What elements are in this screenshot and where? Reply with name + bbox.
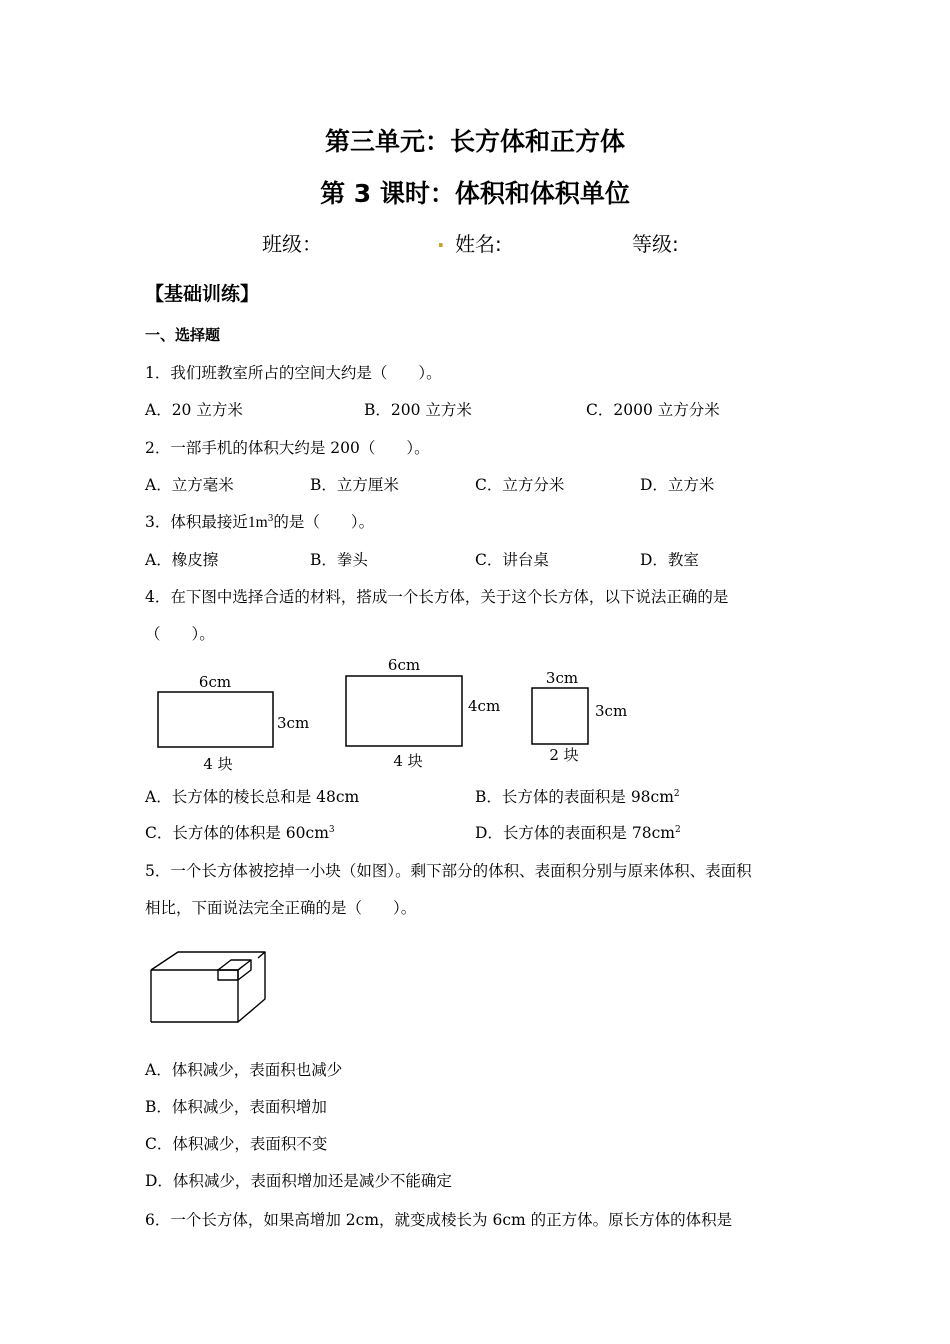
q5-cuboid-figure <box>145 945 275 1027</box>
cutout-inner-edge <box>238 960 251 970</box>
q4-option-c-sup: 3 <box>328 824 335 835</box>
q4-option-d <box>475 821 681 843</box>
q1-option-b: B．200 立方米 <box>364 401 472 419</box>
q2-option-c: C．立方分米 <box>475 476 565 494</box>
q4-option-d-sup: 2 <box>674 824 681 835</box>
part-heading: 一、选择题 <box>145 326 221 344</box>
q6-stem: 6．一个长方体，如果高增加 2cm，就变成棱长为 6cm 的正方体。原长方体的体积是 <box>145 1211 733 1229</box>
q5-option-c: C．体积减少，表面积不变 <box>145 1135 328 1153</box>
q5-option-d: D．体积减少，表面积增加还是减少不能确定 <box>145 1172 452 1190</box>
front-face <box>151 970 238 1022</box>
q2-stem: 2．一部手机的体积大约是 200（ ）。 <box>145 439 430 457</box>
top-face <box>151 952 265 970</box>
name-label: 姓名: <box>455 232 502 256</box>
grade-label: 等级: <box>632 232 679 256</box>
class-label: 班级： <box>262 232 322 256</box>
lesson-title: 第 3 课时：体积和体积单位 <box>320 179 630 208</box>
q5-stem-continued: 相比，下面说法完全正确的是（ ）。 <box>145 899 417 917</box>
q3-option-d: D．教室 <box>640 551 699 569</box>
section-heading: 【基础训练】 <box>145 283 260 305</box>
q5-option-a: A．体积减少，表面积也减少 <box>145 1061 343 1079</box>
unit-title: 第三单元：长方体和正方体 <box>324 127 625 156</box>
q3-stem-sup: 3 <box>267 513 274 524</box>
q3-option-c: C．讲台桌 <box>475 551 549 569</box>
cutout-front <box>218 970 238 980</box>
rect1-side-label: 3cm <box>277 714 310 732</box>
rect3-side-label: 3cm <box>595 702 628 720</box>
rect2-count-label: 4 块 <box>393 752 423 770</box>
q3-stem-math: 1m <box>247 514 268 531</box>
q1-stem: 1．我们班教室所占的空间大约是（ ）。 <box>145 364 442 382</box>
square-3x3 <box>532 688 588 744</box>
q3-stem-post: 的是（ ）。 <box>273 513 375 531</box>
q2-option-b: B．立方厘米 <box>310 476 399 494</box>
q3-option-b: B．拳头 <box>310 551 368 569</box>
q3-stem-pre: 3．体积最接近 <box>145 513 248 531</box>
q4-option-b-text: B．长方体的表面积是 98cm <box>475 788 674 806</box>
rect1-count-label: 4 块 <box>203 755 233 773</box>
q4-option-b <box>475 785 680 807</box>
q4-option-c-text: C．长方体的体积是 60cm <box>145 824 329 842</box>
rect1-top-label: 6cm <box>198 673 232 691</box>
rect3-top-label: 3cm <box>545 669 579 687</box>
q4-option-a: A．长方体的棱长总和是 48cm <box>145 788 360 806</box>
q3-option-a: A．橡皮擦 <box>145 551 219 569</box>
q1-option-a: A．20 立方米 <box>145 401 243 419</box>
q4-option-c <box>145 821 335 843</box>
q4-stem-continued: （ ）。 <box>145 625 215 643</box>
q2-option-d: D．立方米 <box>640 476 715 494</box>
q1-option-c: C．2000 立方分米 <box>586 401 720 419</box>
q4-materials-figure <box>140 650 640 775</box>
separator-dot: . <box>437 228 445 252</box>
rect-6x3 <box>158 692 273 747</box>
q4-option-d-text: D．长方体的表面积是 78cm <box>475 824 675 842</box>
q4-option-b-sup: 2 <box>673 788 680 799</box>
rect3-count-label: 2 块 <box>549 746 579 764</box>
q5-option-b: B．体积减少，表面积增加 <box>145 1098 327 1116</box>
rect-6x4 <box>346 676 462 746</box>
rect2-top-label: 6cm <box>387 656 421 674</box>
q2-option-a: A．立方毫米 <box>145 476 234 494</box>
q5-stem: 5．一个长方体被挖掉一小块（如图）。剩下部分的体积、表面积分别与原来体积、表面积 <box>145 862 752 880</box>
rect2-side-label: 4cm <box>468 697 501 715</box>
q3-stem <box>145 510 374 532</box>
q4-stem: 4．在下图中选择合适的材料，搭成一个长方体，关于这个长方体，以下说法正确的是 <box>145 588 729 606</box>
